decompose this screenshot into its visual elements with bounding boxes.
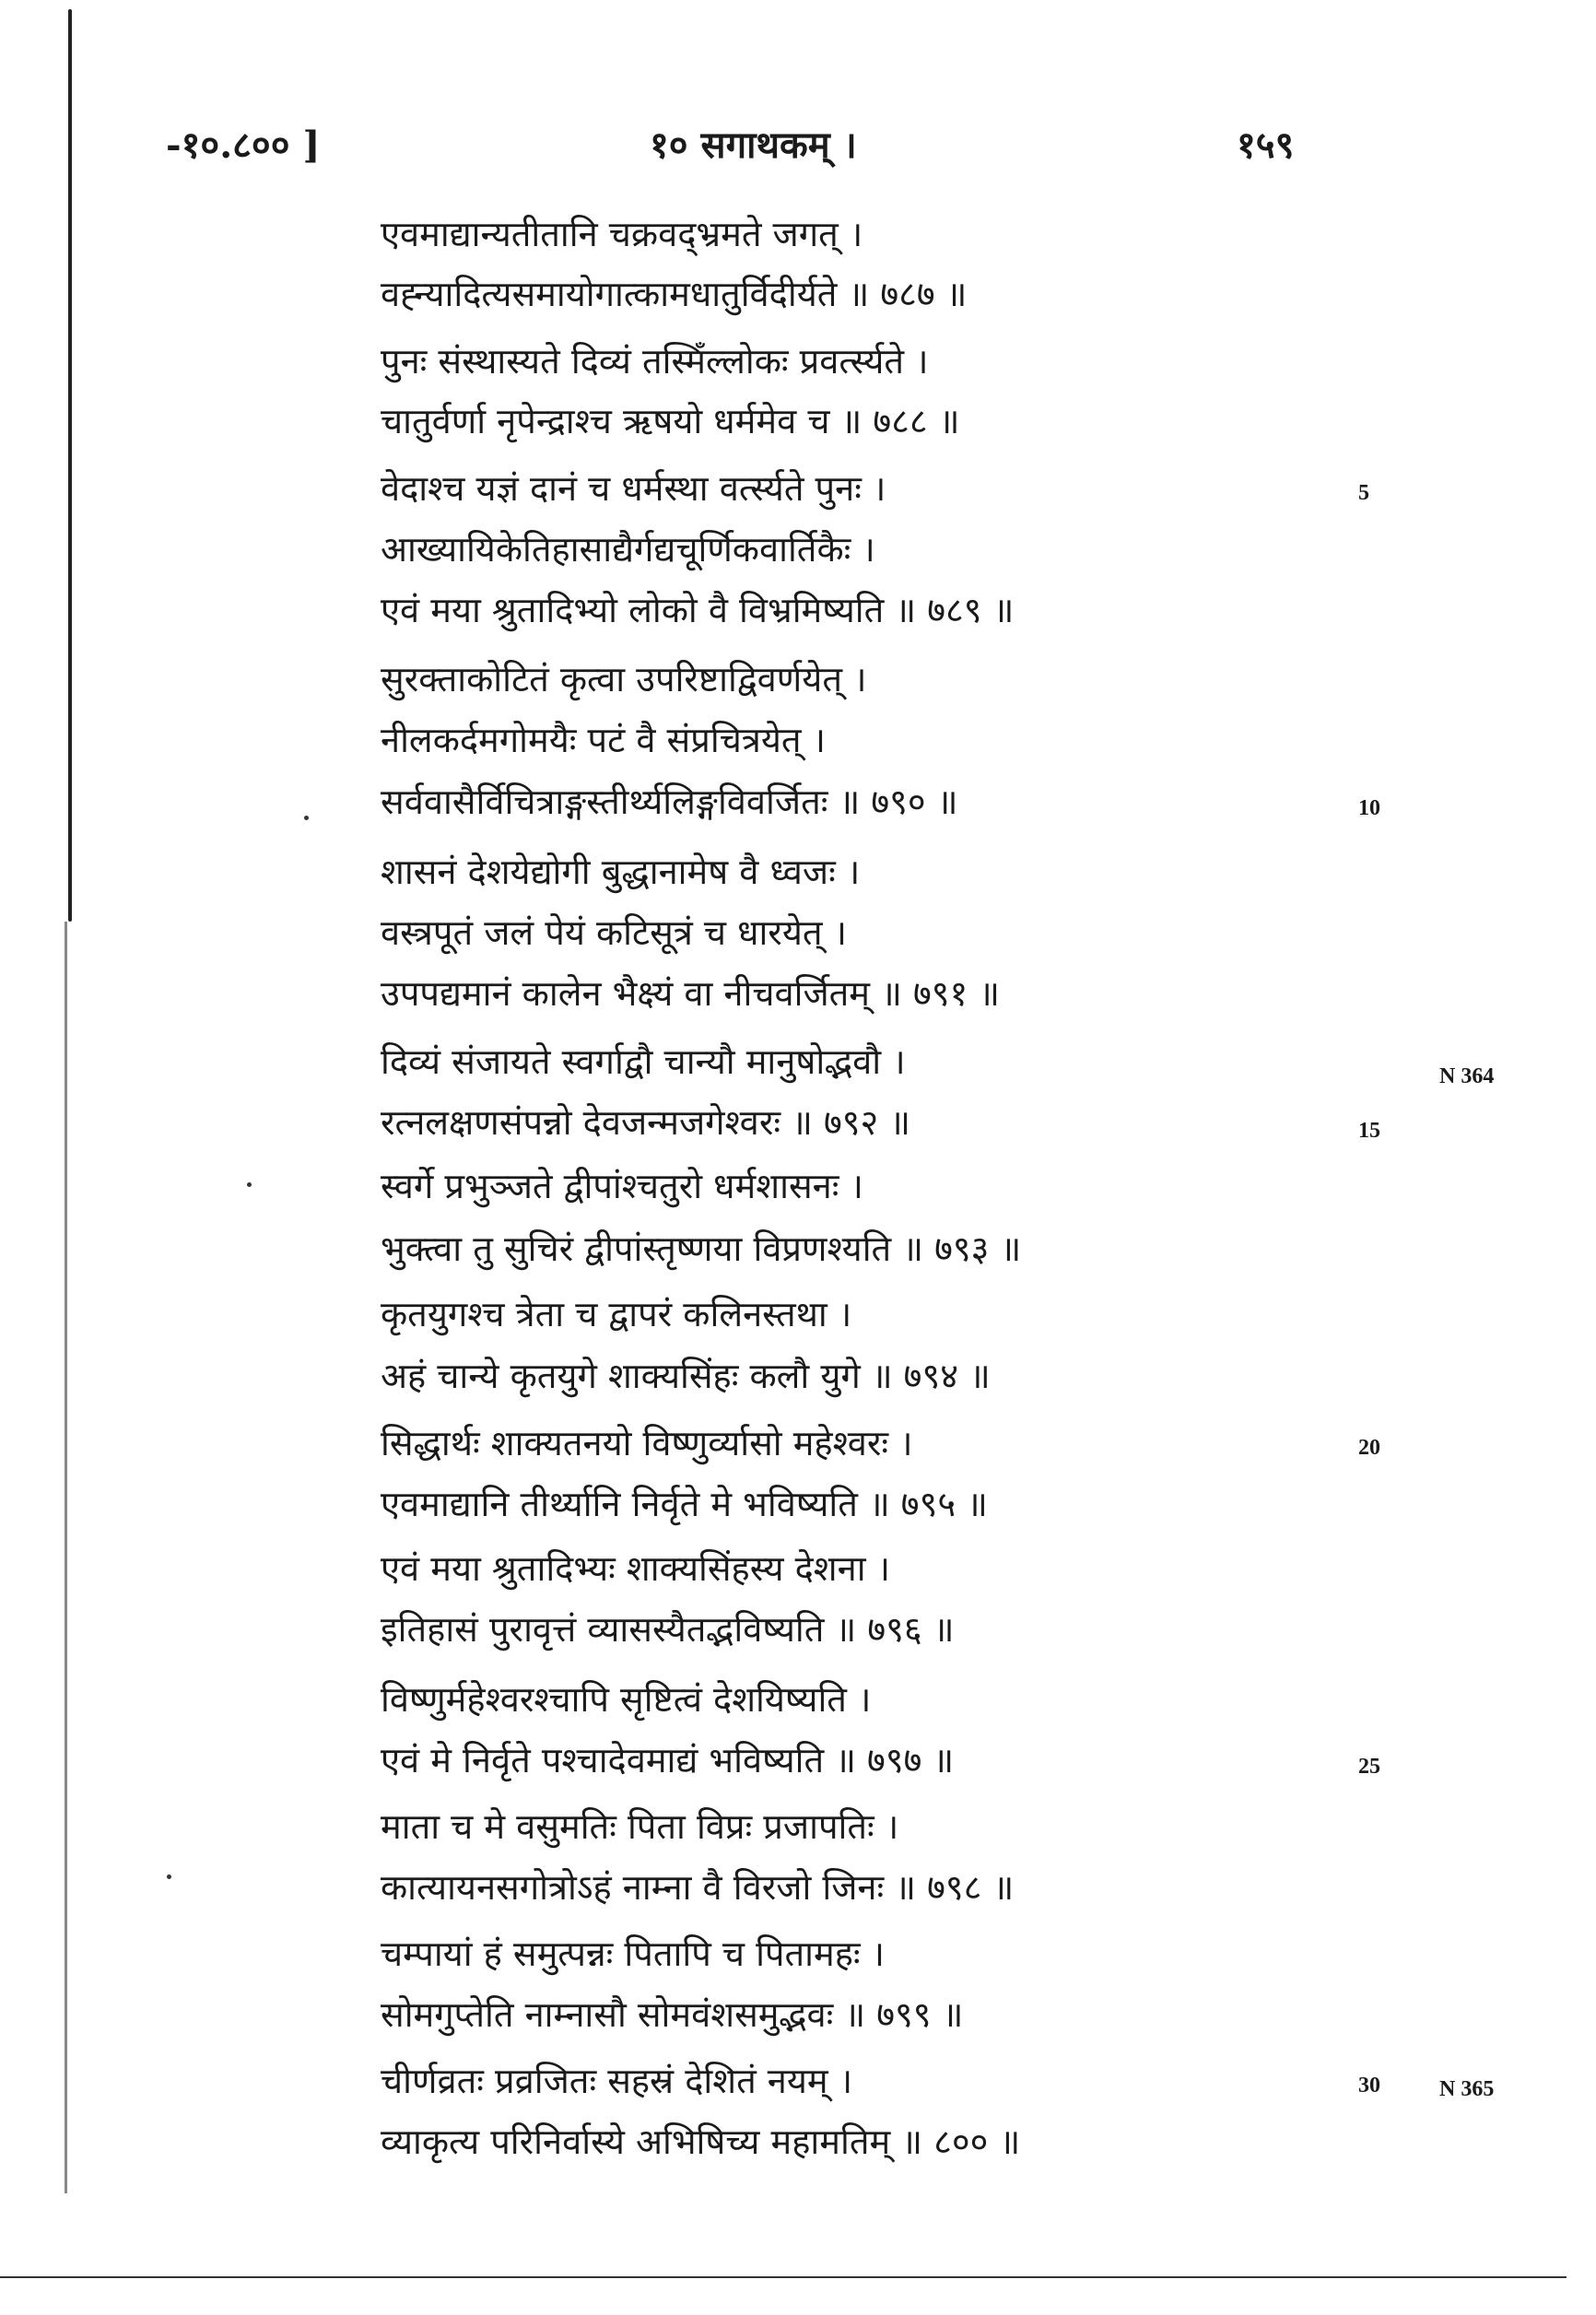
line-number: 5 (1358, 481, 1369, 505)
header-verse-range: -१०.८०० ] (166, 123, 321, 167)
line-number: 20 (1358, 1436, 1380, 1460)
binding-edge-lower (65, 922, 67, 2193)
verse-line: आख्यायिकेतिहासाद्यैर्गद्यचूर्णिकवार्तिकैः । (381, 529, 875, 570)
verse-line: सुरक्ताकोटितं कृत्वा उपरिष्टाद्विवर्णयेत् । (381, 659, 867, 699)
margin-note: N 364 (1439, 1064, 1495, 1088)
verse-line: एवं मया श्रुतादिभ्यो लोको वै विभ्रमिष्यति ॥ ७८९ ॥ (381, 590, 1015, 630)
verse-line: स्वर्गे प्रभुञ्जते द्वीपांश्चतुरो धर्मशासनः । (381, 1166, 863, 1206)
verse-line: वह्न्यादित्यसमायोगात्कामधातुर्विदीर्यते ॥ ७८७ ॥ (381, 274, 968, 314)
verse-line: रत्नलक्षणसंपन्नो देवजन्मजगेश्वरः ॥ ७९२ ॥ (381, 1102, 911, 1143)
line-number: 10 (1358, 796, 1380, 820)
verse-line: व्याकृत्य परिनिर्वास्ये अभिषिच्य महामतिम् ॥ ८०० ॥ (381, 2121, 1021, 2162)
header-chapter-title: १० सगाथकम् । (650, 123, 857, 167)
verse-line: चम्पायां हं समुत्पन्नः पितापि च पितामहः । (381, 1933, 886, 1974)
verse-line: इतिहासं पुरावृत्तं व्यासस्यैतद्भविष्यति ॥ ७९६ ॥ (381, 1609, 955, 1650)
header-page-number: १५९ (1237, 123, 1295, 167)
verse-line: चातुर्वर्णा नृपेन्द्राश्च ऋषयो धर्ममेव च ॥ ७८८ ॥ (381, 401, 960, 441)
print-speck (304, 816, 309, 820)
verse-line: एवमाद्यान्यतीतानि चक्रवद्भ्रमते जगत् । (381, 214, 863, 254)
verse-line: दिव्यं संजायते स्वर्गाद्वौ चान्यौ मानुषोद्भवौ । (381, 1041, 906, 1082)
verse-line: शासनं देशयेद्योगी बुद्धानामेष वै ध्वजः । (381, 852, 861, 892)
line-number: 25 (1358, 1755, 1380, 1779)
print-speck (167, 1874, 171, 1879)
verse-line: पुनः संस्थास्यते दिव्यं तस्मिँल्लोकः प्रवर्त्स्यते । (381, 341, 929, 382)
verse-line: एवमाद्यानि तीर्थ्यानि निर्वृते मे भविष्यति ॥ ७९५ ॥ (381, 1484, 988, 1524)
verse-line: सर्ववासैर्विचित्राङ्गस्तीर्थ्यलिङ्गविवर्जितः ॥ ७९० ॥ (381, 781, 958, 822)
margin-note: N 365 (1439, 2077, 1495, 2101)
verse-line: माता च मे वसुमतिः पिता विप्रः प्रजापतिः । (381, 1806, 899, 1847)
verse-line: सोमगुप्तेति नाम्नासौ सोमवंशसमुद्भवः ॥ ७९९ ॥ (381, 1994, 964, 2035)
verse-line: कात्यायनसगोत्रोऽहं नाम्ना वै विरजो जिनः ॥ ७९८ ॥ (381, 1867, 1015, 1908)
bottom-rule (0, 2276, 1567, 2278)
binding-edge (68, 9, 72, 922)
verse-line: वस्त्रपूतं जलं पेयं कटिसूत्रं च धारयेत् । (381, 912, 848, 953)
verse-line: नीलकर्दमगोमयैः पटं वै संप्रचित्रयेत् । (381, 720, 826, 760)
verse-line: सिद्धार्थः शाक्यतनयो विष्णुर्व्यासो महेश्वरः । (381, 1423, 913, 1463)
verse-line: विष्णुर्महेश्वरश्चापि सृष्टित्वं देशयिष्यति । (381, 1679, 872, 1720)
verse-line: उपपद्यमानं कालेन भैक्ष्यं वा नीचवर्जितम् ॥ ७९१ ॥ (381, 973, 1001, 1014)
verse-line: कृतयुगश्च त्रेता च द्वापरं कलिनस्तथा । (381, 1294, 852, 1334)
print-speck (247, 1182, 252, 1187)
line-number: 30 (1358, 2074, 1380, 2098)
line-number: 15 (1358, 1119, 1380, 1143)
verse-line: चीर्णव्रतः प्रव्रजितः सहस्रं देशितं नयम् । (381, 2061, 853, 2101)
verse-text-block (381, 0, 1394, 2315)
verse-line: अहं चान्ये कृतयुगे शाक्यसिंहः कलौ युगे ॥ ७९४ ॥ (381, 1356, 991, 1396)
verse-line: भुक्त्वा तु सुचिरं द्वीपांस्तृष्णया विप्रणश्यति ॥ ७९३ ॥ (381, 1228, 1022, 1269)
verse-line: एवं मया श्रुतादिभ्यः शाक्यसिंहस्य देशना । (381, 1548, 891, 1589)
verse-line: एवं मे निर्वृते पश्चादेवमाद्यं भविष्यति ॥ ७९७ ॥ (381, 1740, 955, 1780)
verse-line: वेदाश्च यज्ञं दानं च धर्मस्था वर्त्स्यते पुनः । (381, 468, 886, 509)
